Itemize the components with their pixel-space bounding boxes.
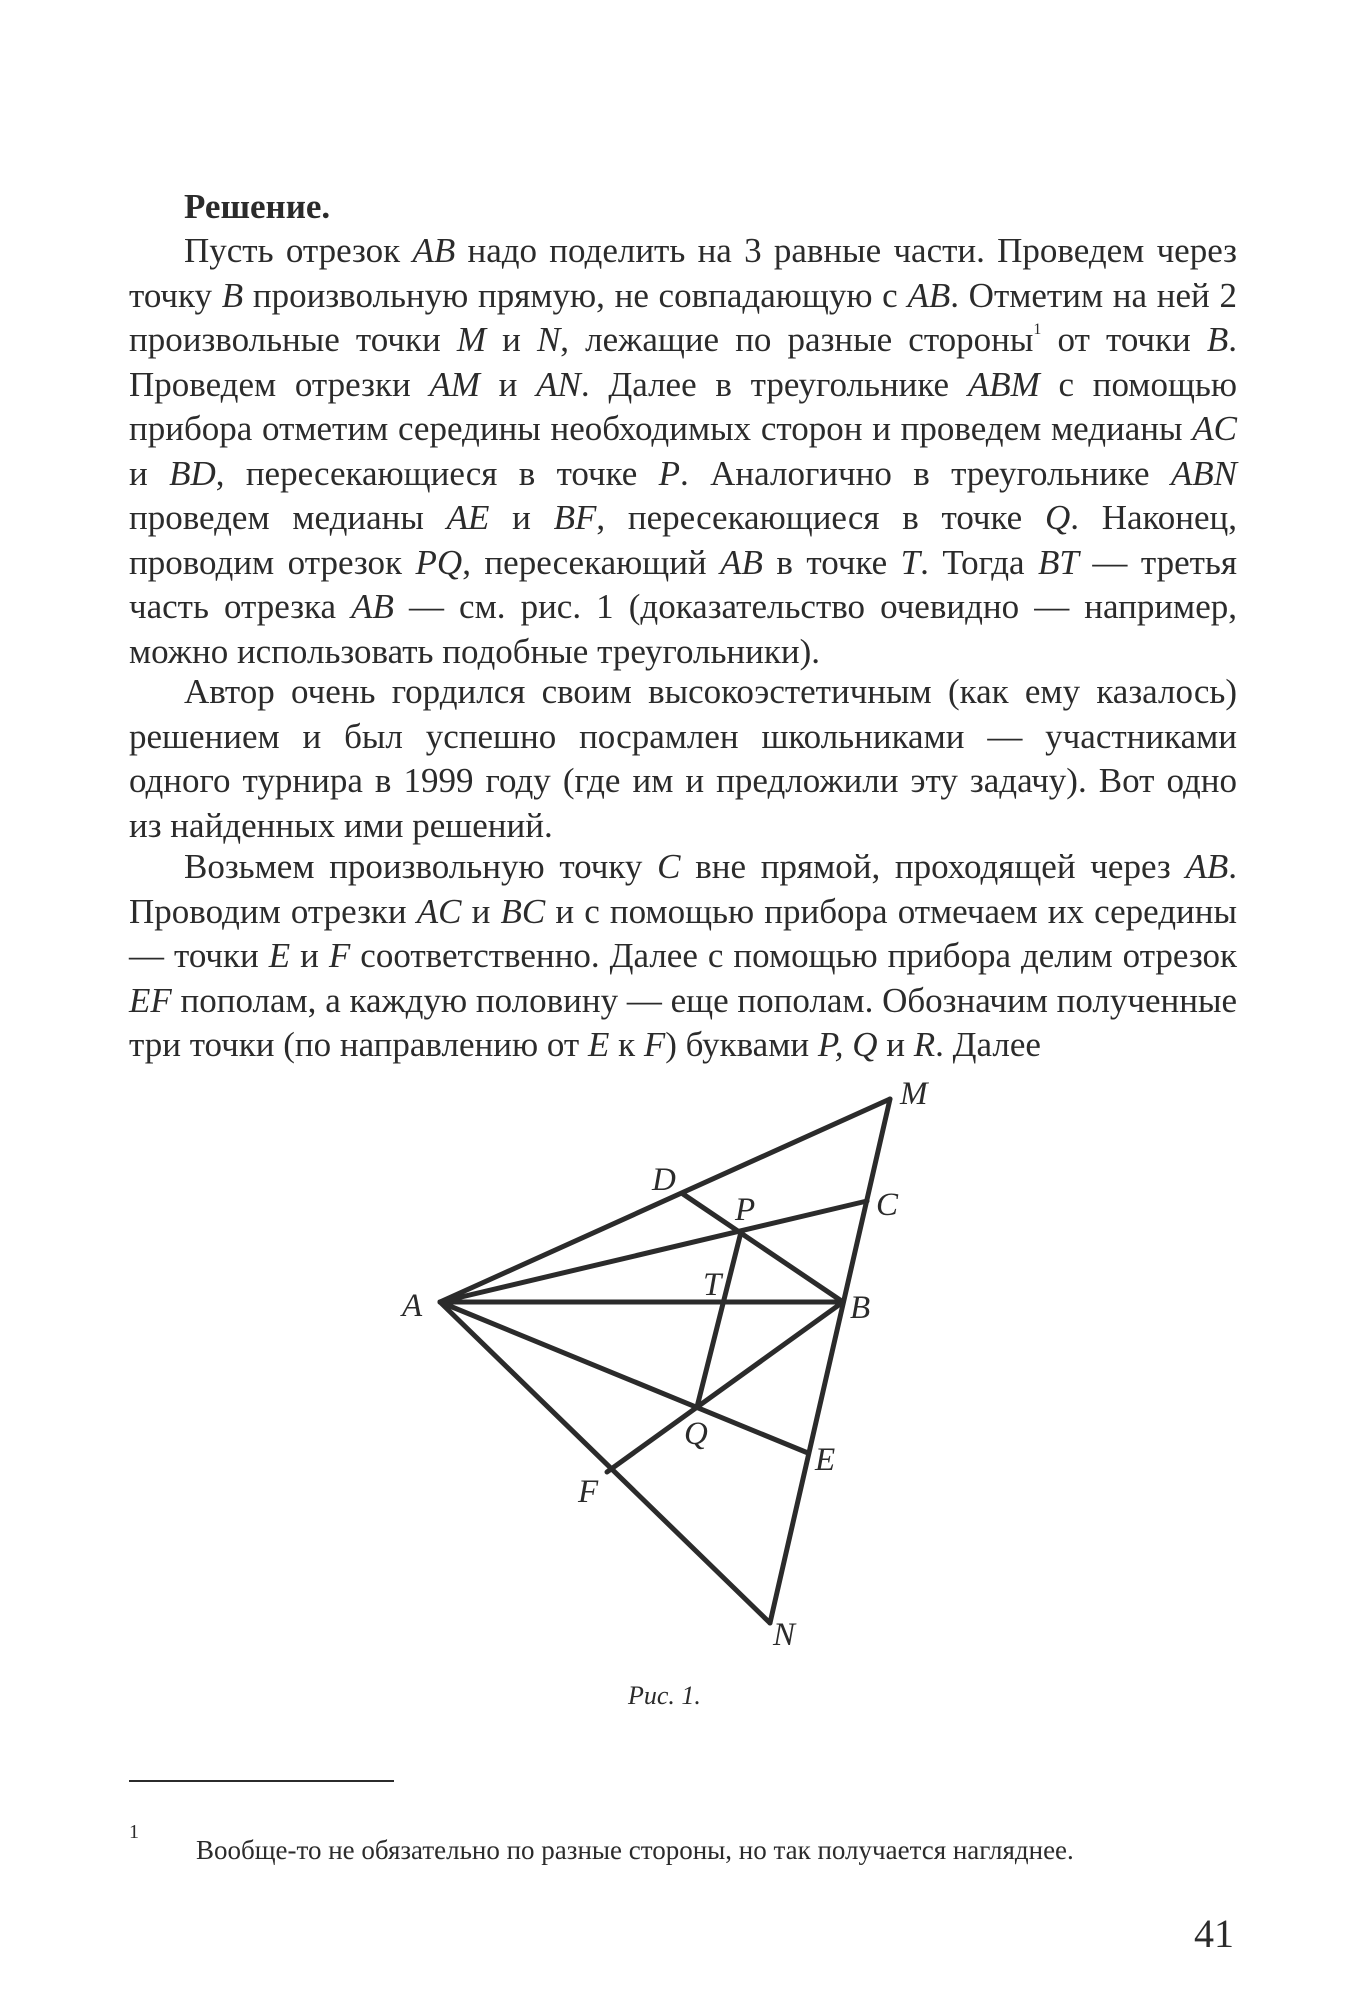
segment-AC bbox=[440, 1201, 867, 1302]
math-symbol: BT bbox=[1038, 542, 1079, 582]
text-run: вне прямой, проходящей через bbox=[680, 847, 1186, 886]
text-run: . Отметим на ней 2 произвольные точки bbox=[129, 275, 1237, 359]
math-symbol: C bbox=[657, 847, 681, 886]
math-symbol: E bbox=[268, 936, 291, 975]
text-run: соответственно. Далее с помощью прибора делим отрезок bbox=[350, 936, 1238, 975]
text-run: от точки bbox=[1041, 320, 1207, 359]
text-run: . Аналогично в треугольнике bbox=[680, 453, 1171, 493]
text-run: — третья часть отрезка bbox=[129, 542, 1237, 626]
text-run: и bbox=[877, 1025, 914, 1064]
text-run: Автор очень гордился своим высокоэстетичным (как ему казалось) решением и был успешно посрамлен школьниками — участниками одного турнира в 1999 году (где им и предложили эту задачу). Вот одно из найденных ими решений. bbox=[129, 672, 1237, 845]
math-symbol: AC bbox=[416, 891, 462, 931]
math-symbol: E bbox=[587, 1025, 610, 1064]
text-run: . Тогда bbox=[920, 542, 1039, 582]
footnote-mark: 1 bbox=[129, 1821, 139, 1843]
math-symbol: AE bbox=[446, 498, 490, 537]
math-symbol: P bbox=[658, 453, 681, 493]
text-run: . Далее в треугольнике bbox=[580, 364, 968, 404]
text-run: с помощью прибора отметим середины необходимых сторон и проведем медианы bbox=[129, 364, 1238, 448]
text-run: и с помощью прибора отмечаем их середины — точки bbox=[129, 891, 1237, 975]
text-run: и bbox=[489, 498, 554, 537]
text-run: . Проведем отрезки bbox=[129, 320, 1237, 404]
solution-heading: Решение. bbox=[184, 187, 331, 226]
label-T: T bbox=[703, 1267, 722, 1303]
text-run: и bbox=[129, 453, 170, 493]
text-run: . Далее bbox=[935, 1025, 1041, 1064]
segment-AN bbox=[440, 1302, 770, 1623]
footnote-ref: 1 bbox=[1033, 321, 1042, 339]
text-run: , пересекающиеся в точке bbox=[215, 453, 659, 493]
label-F: F bbox=[578, 1474, 599, 1510]
math-symbol: AB bbox=[907, 275, 951, 315]
math-symbol: P, Q bbox=[817, 1025, 878, 1064]
text-run: . Наконец, проводим отрезок bbox=[129, 498, 1237, 582]
math-symbol: AB bbox=[720, 542, 763, 582]
math-symbol: AB bbox=[351, 587, 394, 626]
math-symbol: AB bbox=[1185, 847, 1229, 886]
text-run: и bbox=[479, 364, 537, 404]
text-run: , пересекающий bbox=[462, 542, 721, 582]
text-run: , пересекающиеся в точке bbox=[596, 498, 1045, 537]
math-symbol: EF bbox=[129, 980, 172, 1020]
math-symbol: AN bbox=[536, 364, 581, 404]
math-symbol: R bbox=[913, 1025, 936, 1064]
math-symbol: F bbox=[328, 936, 351, 975]
math-symbol: ABN bbox=[1170, 453, 1237, 493]
math-symbol: M bbox=[456, 320, 486, 359]
text-run: произвольную прямую, не совпадающую с bbox=[243, 275, 908, 315]
text-run: надо поделить на 3 равные части. Проведем через точку bbox=[129, 231, 1237, 315]
footnote-text: Вообще-то не обязательно по разные стороны, но так получается нагляднее. bbox=[196, 1835, 1074, 1865]
text-run: к bbox=[609, 1025, 644, 1064]
math-symbol: AB bbox=[412, 231, 456, 270]
text-run: , лежащие по разные стороны bbox=[560, 320, 1034, 359]
footnote-divider bbox=[129, 1780, 394, 1782]
math-symbol: ABM bbox=[967, 364, 1040, 404]
text-run: и bbox=[485, 320, 537, 359]
text-run: в точке bbox=[762, 542, 901, 582]
text-run: . Проводим отрезки bbox=[129, 847, 1237, 931]
math-symbol: PQ bbox=[415, 542, 463, 582]
math-symbol: AM bbox=[429, 364, 480, 404]
label-N: N bbox=[773, 1617, 796, 1653]
page-number: 41 bbox=[1194, 1911, 1234, 1956]
label-B: B bbox=[850, 1290, 871, 1326]
text-run: и bbox=[290, 936, 329, 975]
text-run: — см. рис. 1 (доказательство очевидно — например, можно использовать подобные треугольники). bbox=[129, 587, 1237, 671]
text-run: и bbox=[461, 891, 501, 931]
label-C: C bbox=[876, 1187, 899, 1223]
math-symbol: F bbox=[643, 1025, 666, 1064]
label-D: D bbox=[652, 1162, 676, 1198]
math-symbol: BF bbox=[553, 498, 597, 537]
text-run: пополам, а каждую половину — еще пополам. Обозначим полученные три точки (по направлению от bbox=[129, 980, 1237, 1064]
figure-caption: Рис. 1. bbox=[628, 1681, 701, 1710]
text-run: проведем медианы bbox=[129, 498, 447, 537]
math-symbol: BD bbox=[169, 453, 216, 493]
math-symbol: T bbox=[900, 542, 921, 582]
text-run: ) буквами bbox=[665, 1025, 818, 1064]
segment-AE bbox=[440, 1302, 808, 1453]
math-symbol: N bbox=[536, 320, 561, 359]
text-run: Пусть отрезок bbox=[184, 231, 413, 270]
text-run: Возьмем произвольную точку bbox=[184, 847, 658, 886]
label-P: P bbox=[735, 1192, 756, 1228]
math-symbol: B bbox=[1206, 320, 1229, 359]
label-E: E bbox=[815, 1442, 836, 1478]
math-symbol: AC bbox=[1192, 409, 1237, 448]
math-symbol: B bbox=[221, 275, 244, 315]
label-Q: Q bbox=[684, 1416, 708, 1452]
math-symbol: Q bbox=[1044, 498, 1071, 537]
segment-MN bbox=[770, 1099, 890, 1623]
segment-AM bbox=[440, 1099, 890, 1302]
math-symbol: BC bbox=[500, 891, 546, 931]
label-A: A bbox=[402, 1288, 423, 1324]
label-M: M bbox=[900, 1076, 928, 1112]
